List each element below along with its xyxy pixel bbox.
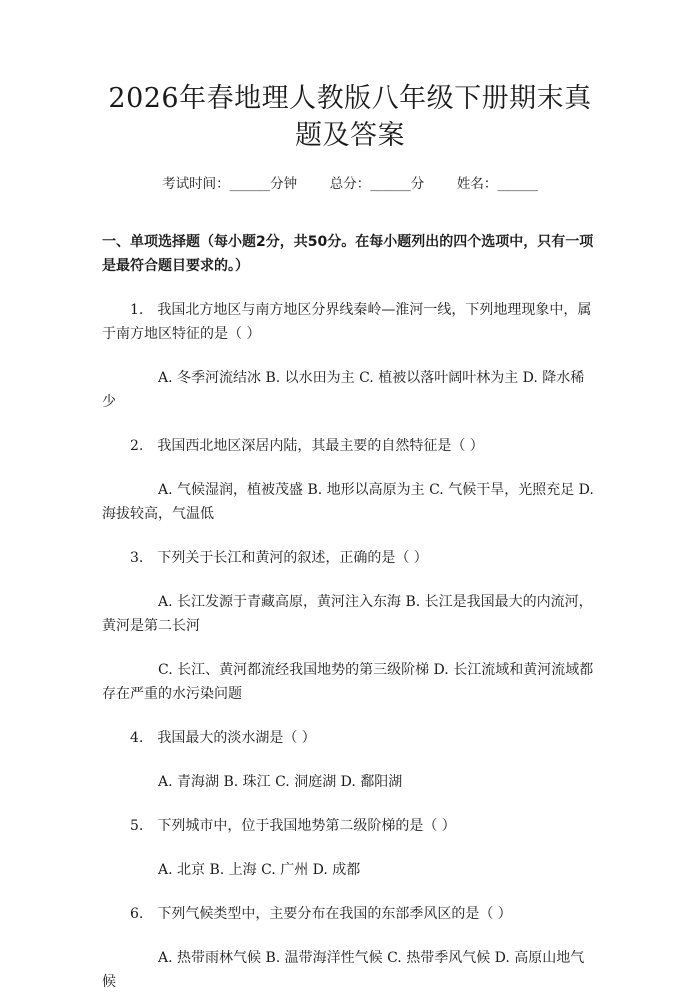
student-name-field: 姓名：______	[456, 176, 538, 192]
question-stem: 4. 我国最大的淡水湖是（ ）	[130, 730, 316, 746]
question-stem: 1. 我国北方地区与南方地区分界线秦岭—淮河一线，下列地理现象中，属于南方地区特征的是（ ）	[102, 302, 592, 342]
question-options: A. 气候湿润，植被茂盛 B. 地形以高原为主 C. 气候干旱，光照充足 D. 海拔较高，气温低	[102, 482, 594, 522]
question-5	[102, 814, 598, 882]
document-title: 2026年春地理人教版八年级下册期末真题及答案	[108, 83, 592, 151]
question-options: A. 青海湖 B. 珠江 C. 洞庭湖 D. 鄱阳湖	[158, 774, 403, 790]
question-options: C. 长江、黄河都流经我国地势的第三级阶梯 D. 长江流域和黄河流域都存在严重的水污染问题	[102, 662, 594, 702]
section-heading: 一、单项选择题（每小题2分，共50分。在每小题列出的四个选项中，只有一项是最符合题目要求的。）	[102, 234, 594, 274]
question-options: A. 北京 B. 上海 C. 广州 D. 成都	[158, 862, 361, 878]
question-2	[102, 434, 598, 526]
question-1	[102, 298, 598, 414]
question-stem: 3. 下列关于长江和黄河的叙述，正确的是（ ）	[130, 550, 428, 566]
question-stem: 2. 我国西北地区深居内陆，其最主要的自然特征是（ ）	[130, 438, 484, 454]
question-6	[102, 902, 598, 994]
question-3	[102, 546, 598, 706]
question-stem: 6. 下列气候类型中，主要分布在我国的东部季风区的是（ ）	[130, 906, 512, 922]
question-stem: 5. 下列城市中，位于我国地势第二级阶梯的是（ ）	[130, 818, 456, 834]
question-4	[102, 726, 598, 794]
exam-time-field: 考试时间：______分钟	[162, 176, 298, 192]
question-options: A. 冬季河流结冰 B. 以水田为主 C. 植被以落叶阔叶林为主 D. 降水稀少	[102, 370, 585, 410]
question-options: A. 长江发源于青藏高原，黄河注入东海 B. 长江是我国最大的内流河，黄河是第二长河	[102, 594, 593, 634]
exam-info-line	[102, 174, 598, 194]
total-score-field: 总分：______分	[329, 176, 425, 192]
question-options: A. 热带雨林气候 B. 温带海洋性气候 C. 热带季风气候 D. 高原山地气候	[102, 950, 585, 990]
